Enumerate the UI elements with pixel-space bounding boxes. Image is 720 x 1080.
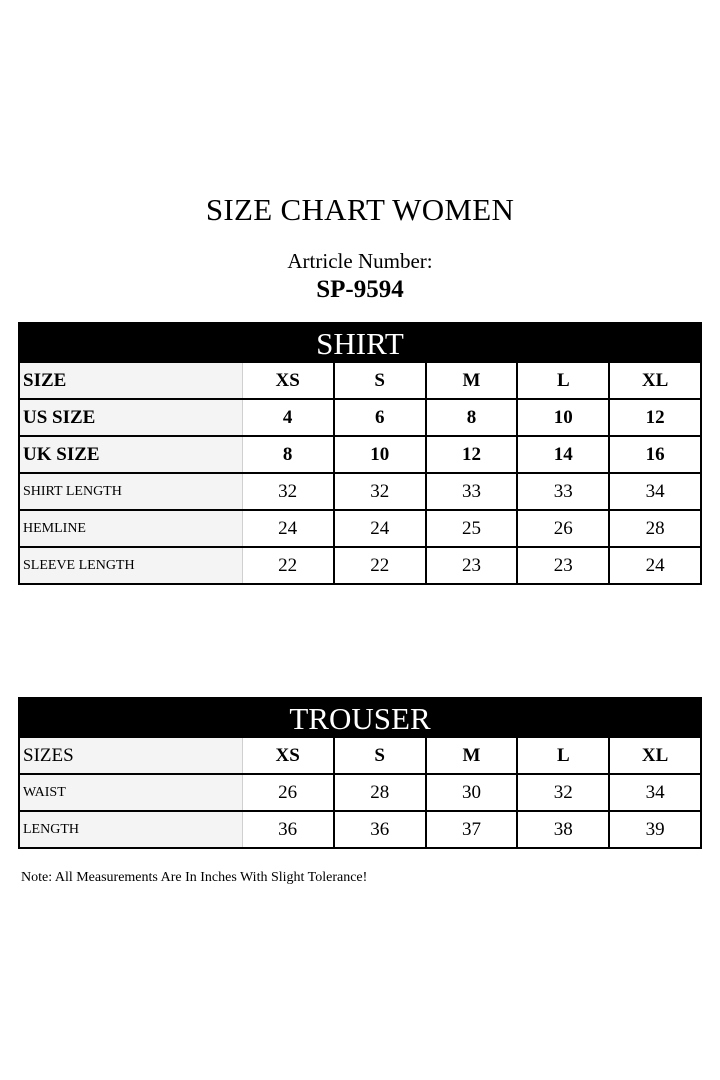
table-row xyxy=(19,774,701,811)
table-cell: 28 xyxy=(334,774,426,811)
page-title: SIZE CHART WOMEN xyxy=(205,192,515,227)
article-number: SP-9594 xyxy=(316,276,404,303)
table-cell: XS xyxy=(242,738,334,774)
row-label: US SIZE xyxy=(19,399,242,436)
shirt-size-table xyxy=(18,322,702,585)
table-row xyxy=(19,363,701,399)
table-cell: 33 xyxy=(426,473,518,510)
table-cell: 12 xyxy=(426,436,518,473)
table-cell: XL xyxy=(609,738,701,774)
table-cell: 22 xyxy=(334,547,426,584)
table-cell: 8 xyxy=(426,399,518,436)
row-label: HEMLINE xyxy=(19,510,242,547)
table-cell: 23 xyxy=(426,547,518,584)
table-cell: 39 xyxy=(609,811,701,848)
row-label: SIZES xyxy=(19,738,242,774)
table-cell: 16 xyxy=(609,436,701,473)
table-row xyxy=(19,811,701,848)
table-cell: L xyxy=(517,738,609,774)
table-cell: 24 xyxy=(334,510,426,547)
table-cell: 8 xyxy=(242,436,334,473)
table-cell: 36 xyxy=(334,811,426,848)
shirt-header: SHIRT xyxy=(18,322,702,363)
table-cell: 10 xyxy=(334,436,426,473)
table-cell: 30 xyxy=(426,774,518,811)
table-row xyxy=(19,510,701,547)
table-row xyxy=(19,473,701,510)
table-cell: 24 xyxy=(242,510,334,547)
table-row xyxy=(19,738,701,774)
table-cell: 37 xyxy=(426,811,518,848)
trouser-header: TROUSER xyxy=(18,697,702,738)
table-cell: 32 xyxy=(334,473,426,510)
table-cell: M xyxy=(426,363,518,399)
table-cell: S xyxy=(334,363,426,399)
table-cell: M xyxy=(426,738,518,774)
table-cell: 10 xyxy=(517,399,609,436)
table-cell: 14 xyxy=(517,436,609,473)
row-label: WAIST xyxy=(19,774,242,811)
row-label: UK SIZE xyxy=(19,436,242,473)
table-cell: 12 xyxy=(609,399,701,436)
table-cell: 34 xyxy=(609,473,701,510)
table-cell: L xyxy=(517,363,609,399)
table-row xyxy=(19,436,701,473)
trouser-size-table xyxy=(18,697,702,849)
table-cell: XL xyxy=(609,363,701,399)
table-cell: S xyxy=(334,738,426,774)
table-row xyxy=(19,399,701,436)
table-cell: 32 xyxy=(242,473,334,510)
table-cell: 22 xyxy=(242,547,334,584)
table-cell: 6 xyxy=(334,399,426,436)
table-cell: 24 xyxy=(609,547,701,584)
table-cell: 34 xyxy=(609,774,701,811)
table-cell: XS xyxy=(242,363,334,399)
table-cell: 28 xyxy=(609,510,701,547)
table-cell: 23 xyxy=(517,547,609,584)
article-number-label: Artricle Number: xyxy=(287,249,433,273)
table-cell: 36 xyxy=(242,811,334,848)
row-label: LENGTH xyxy=(19,811,242,848)
table-cell: 33 xyxy=(517,473,609,510)
table-cell: 38 xyxy=(517,811,609,848)
table-cell: 26 xyxy=(242,774,334,811)
table-row xyxy=(19,547,701,584)
table-cell: 26 xyxy=(517,510,609,547)
row-label: SIZE xyxy=(19,363,242,399)
row-label: SLEEVE LENGTH xyxy=(19,547,242,584)
table-cell: 32 xyxy=(517,774,609,811)
table-cell: 25 xyxy=(426,510,518,547)
table-cell: 4 xyxy=(242,399,334,436)
measurement-note: Note: All Measurements Are In Inches With Slight Tolerance! xyxy=(21,870,368,885)
row-label: SHIRT LENGTH xyxy=(19,473,242,510)
